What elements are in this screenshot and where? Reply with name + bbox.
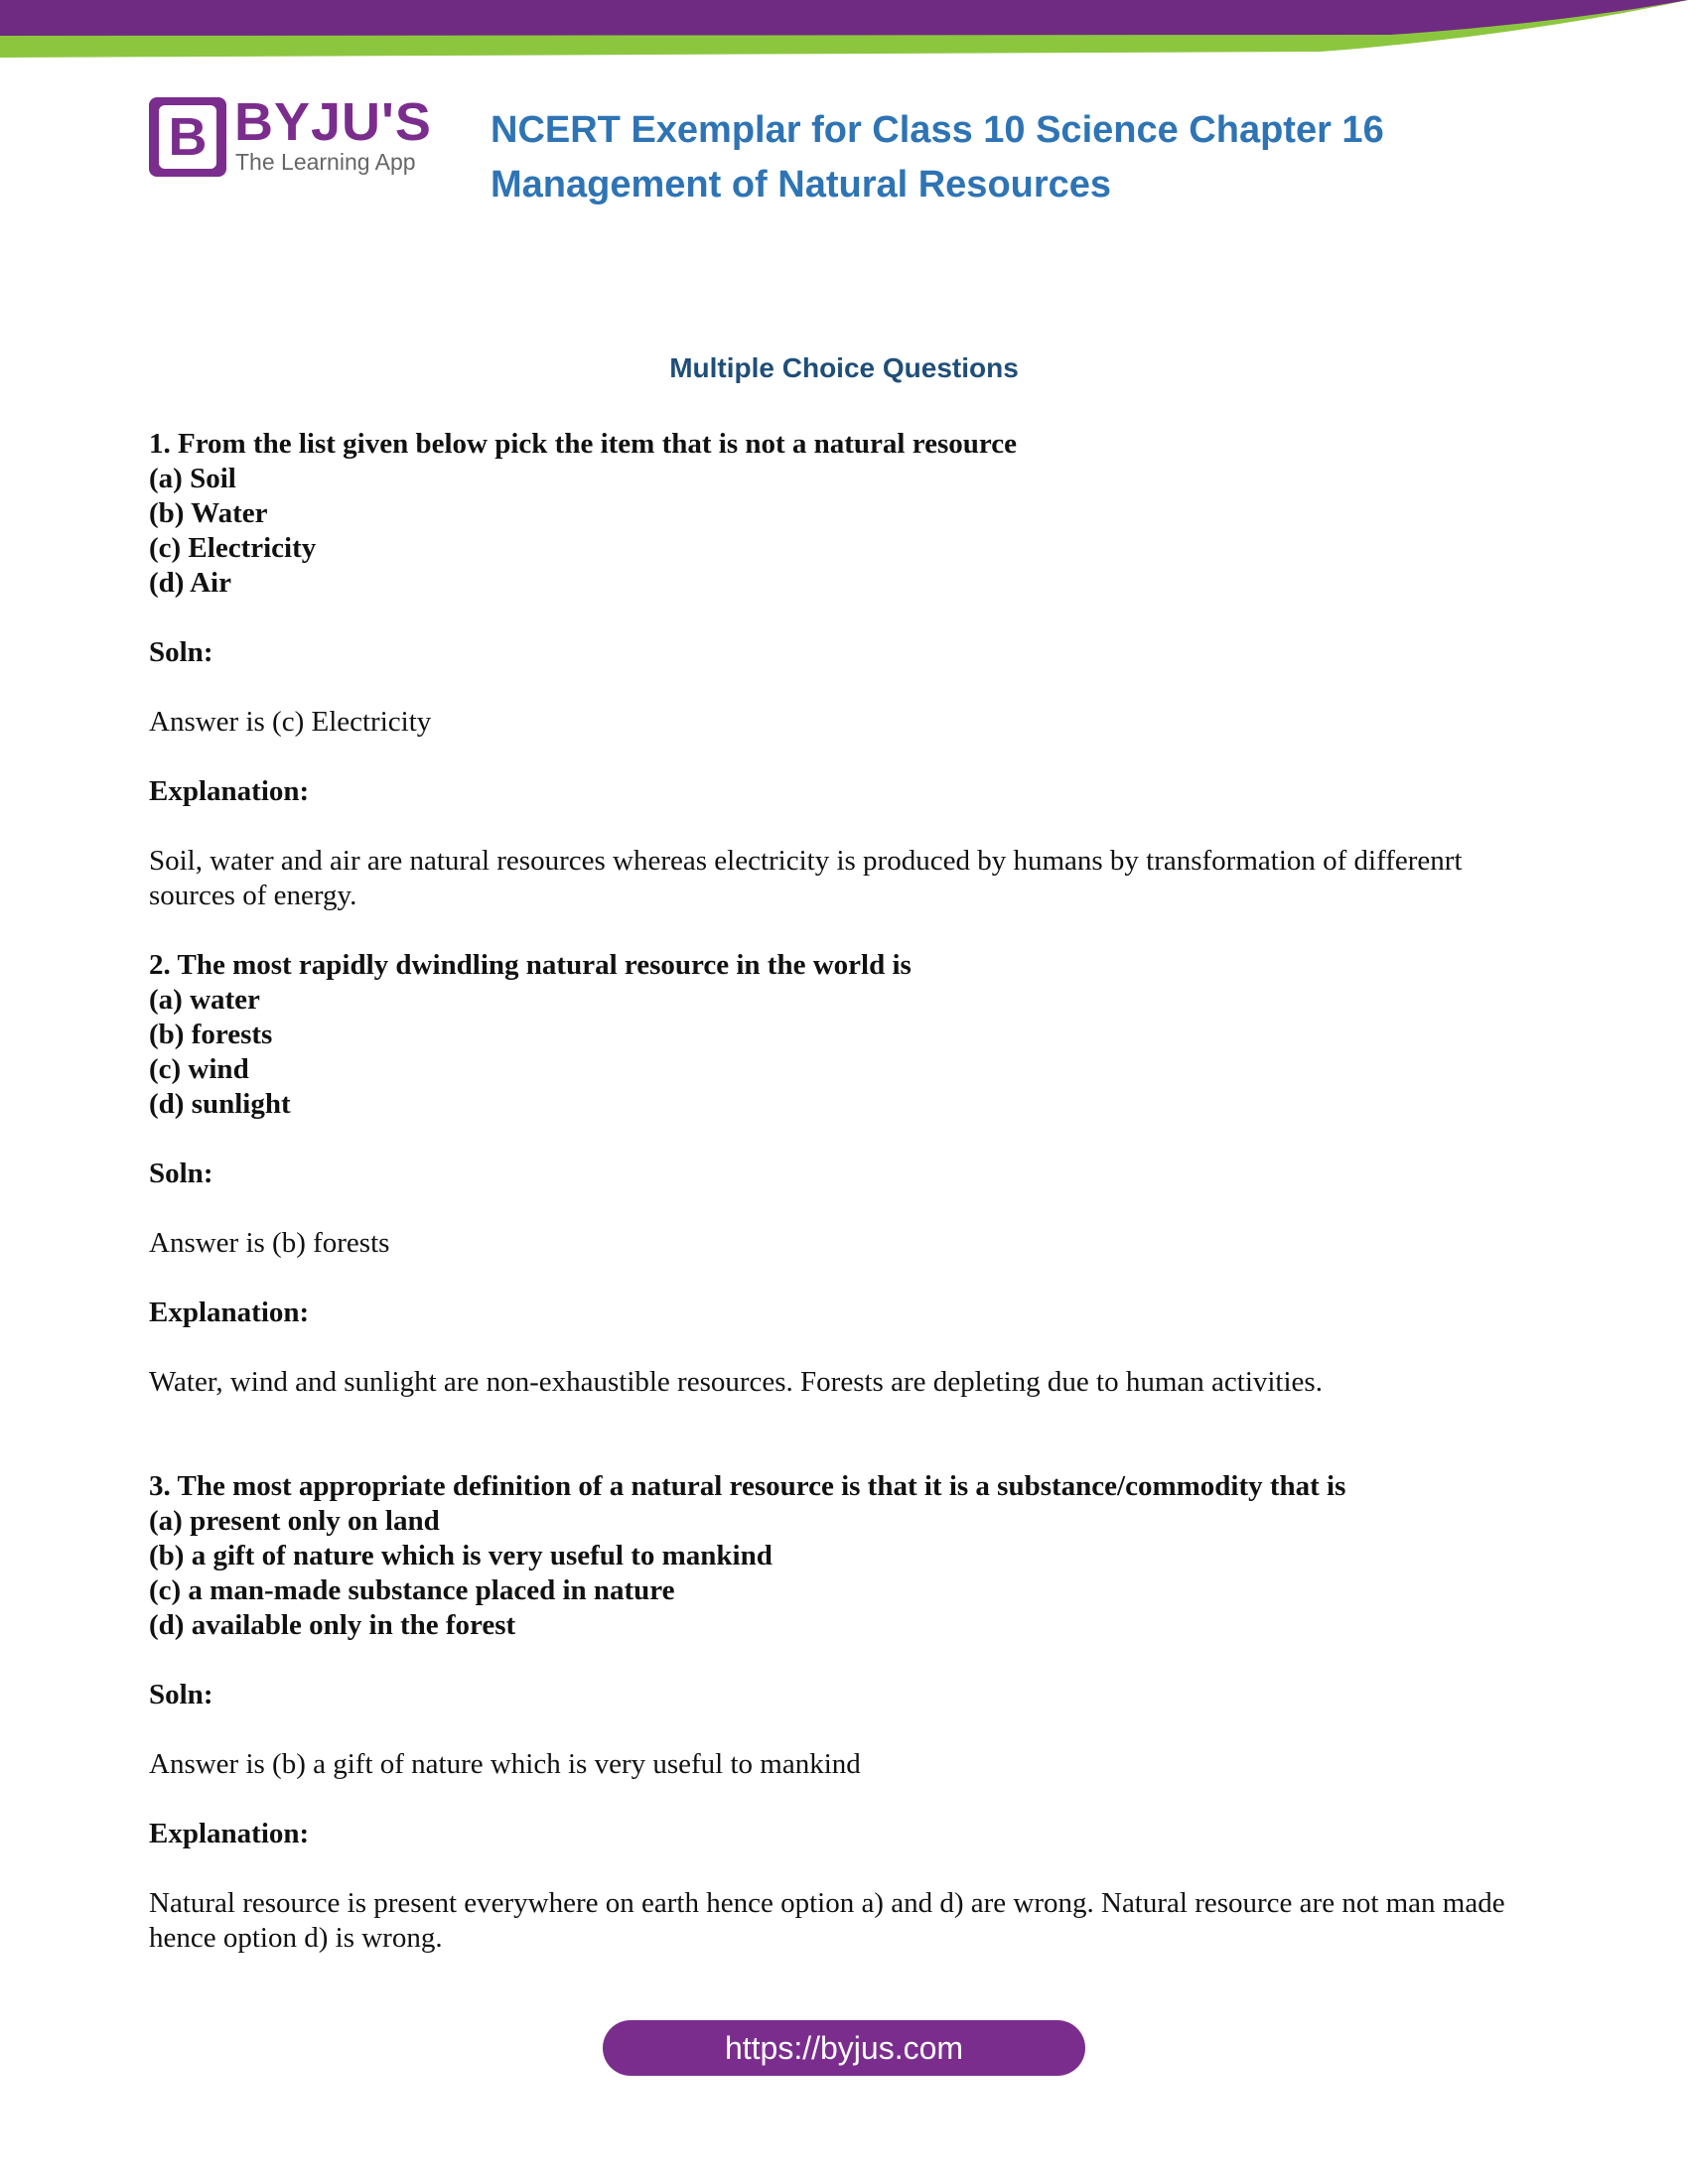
option: (c) Electricity [149, 532, 317, 564]
logo-tagline: The Learning App [235, 149, 416, 175]
option: (d) available only in the forest [149, 1609, 516, 1641]
title-line-2: Management of Natural Resources [491, 164, 1112, 205]
option: (b) a gift of nature which is very useful to mankind [149, 1540, 773, 1571]
explanation-label: Explanation: [149, 775, 310, 807]
question-text: 1. From the list given below pick the item that is not a natural resource [149, 428, 1017, 460]
explanation-text: Soil, water and air are natural resources whereas electricity is produced by humans by transformation of differenrt sources of energy. [149, 845, 1463, 911]
option: (c) a man-made substance placed in nature [149, 1574, 675, 1606]
document-title [491, 103, 1483, 212]
option: (a) present only on land [149, 1505, 440, 1537]
question-text: 3. The most appropriate definition of a natural resource is that it is a substance/commodity that is [149, 1470, 1346, 1502]
answer-text: Answer is (b) forests [149, 1227, 390, 1259]
section-heading: Multiple Choice Questions [669, 352, 1019, 383]
option: (b) Water [149, 497, 268, 529]
option: (d) Air [149, 567, 231, 599]
explanation-label: Explanation: [149, 1818, 310, 1849]
soln-label: Soln: [149, 1158, 213, 1189]
logo-badge [149, 97, 226, 177]
soln-label: Soln: [149, 1679, 213, 1710]
option: (b) forests [149, 1019, 273, 1050]
top-banner [0, 0, 1688, 60]
explanation-text: Water, wind and sunlight are non-exhaustible resources. Forests are depleting due to human activities. [149, 1366, 1323, 1398]
answer-text: Answer is (b) a gift of nature which is very useful to mankind [149, 1748, 861, 1780]
option: (d) sunlight [149, 1088, 291, 1120]
soln-label: Soln: [149, 636, 213, 668]
answer-text: Answer is (c) Electricity [149, 706, 432, 738]
question-block [149, 948, 1549, 1400]
question-text: 2. The most rapidly dwindling natural resource in the world is [149, 949, 912, 981]
option: (a) water [149, 984, 260, 1016]
byjus-logo[interactable] [149, 92, 437, 181]
option: (a) Soil [149, 463, 236, 494]
logo-name: BYJU'S [234, 92, 432, 152]
questions-content [149, 427, 1549, 1956]
question-block [149, 1469, 1549, 1956]
logo-letter: B [159, 105, 216, 169]
explanation-label: Explanation: [149, 1297, 310, 1328]
question-block [149, 427, 1549, 913]
title-line-1: NCERT Exemplar for Class 10 Science Chapter 16 [491, 109, 1384, 151]
website-link[interactable]: https://byjus.com [603, 2020, 1085, 2076]
option: (c) wind [149, 1053, 249, 1085]
explanation-text: Natural resource is present everywhere on earth hence option a) and d) are wrong. Natural resource are not man made hence option d) is wrong. [149, 1887, 1505, 1954]
